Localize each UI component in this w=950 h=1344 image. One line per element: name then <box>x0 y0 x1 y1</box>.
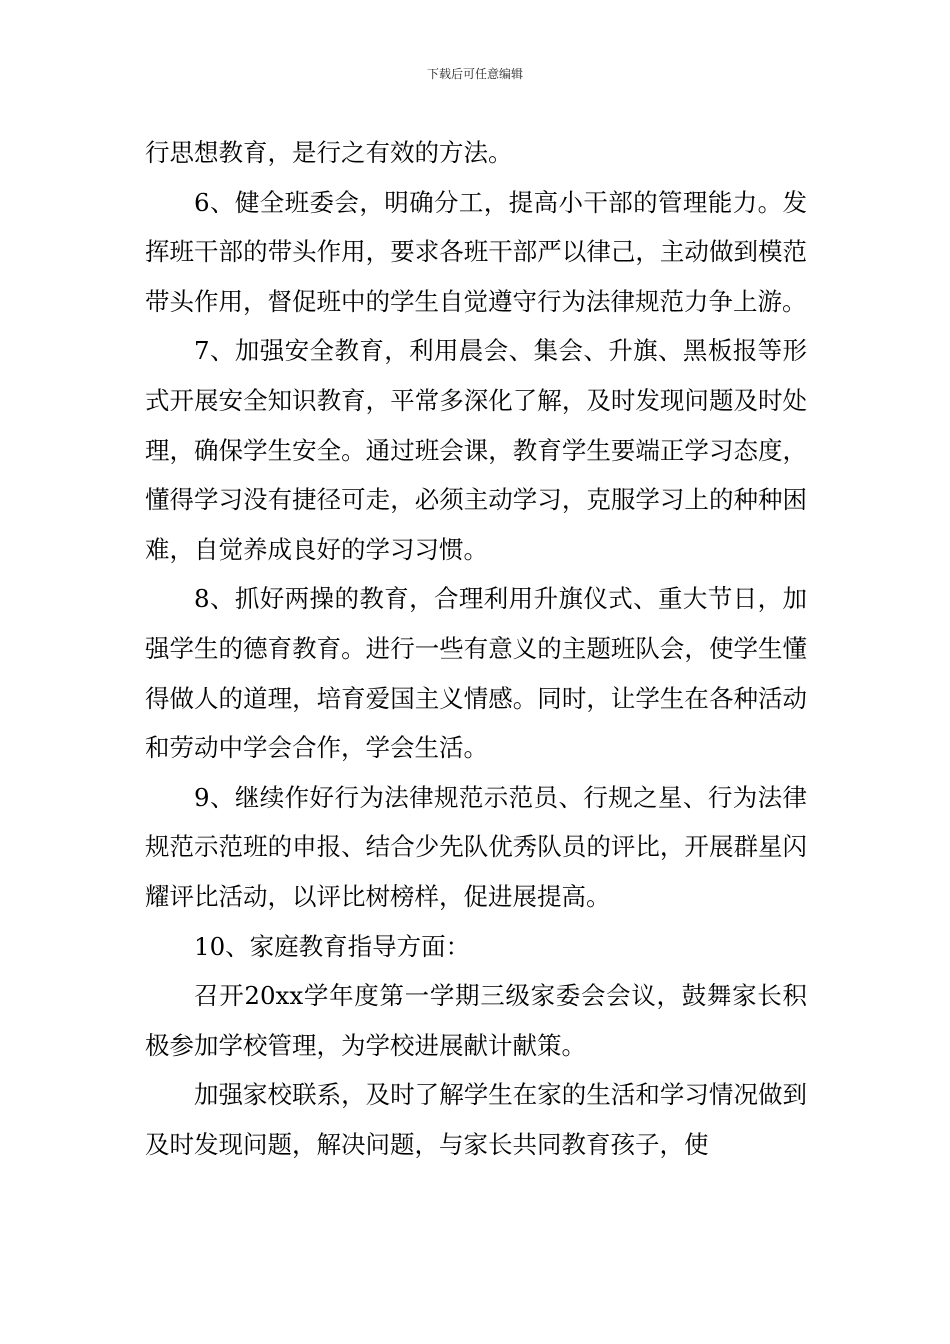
paragraph-2: 6、健全班委会，明确分工，提高小干部的管理能力。发挥班干部的带头作用，要求各班干部严以律己，主动做到模范带头作用，督促班中的学生自觉遵守行为法律规范力争上游。 <box>145 187 807 316</box>
paragraph-6: 10、家庭教育指导方面： <box>194 931 471 961</box>
document-body <box>145 128 807 1169</box>
paragraph-8: 加强家校联系，及时了解学生在家的生活和学习情况做到及时发现问题，解决问题，与家长共同教育孩子，使 <box>145 1080 807 1159</box>
paragraph-5: 9、继续作好行为法律规范示范员、行规之星、行为法律规范示范班的申报、结合少先队优秀队员的评比，开展群星闪耀评比活动，以评比树榜样，促进展提高。 <box>145 782 807 911</box>
paragraph-7: 召开20xx学年度第一学期三级家委会会议，鼓舞家长积极参加学校管理，为学校进展献计献策。 <box>145 981 807 1060</box>
paragraph-4: 8、抓好两操的教育，合理利用升旗仪式、重大节日，加强学生的德育教育。进行一些有意义的主题班队会，使学生懂得做人的道理，培育爱国主义情感。同时，让学生在各种活动和劳动中学会合作，学会生活。 <box>145 584 807 763</box>
paragraph-3: 7、加强安全教育，利用晨会、集会、升旗、黑板报等形式开展安全知识教育，平常多深化了解，及时发现问题及时处理，确保学生安全。通过班会课，教育学生要端正学习态度，懂得学习没有捷径可走，必须主动学习，克服学习上的种种困难，自觉养成良好的学习习惯。 <box>145 336 807 564</box>
page-header: 下载后可任意编辑 <box>426 67 523 81</box>
paragraph-1: 行思想教育，是行之有效的方法。 <box>145 138 513 167</box>
